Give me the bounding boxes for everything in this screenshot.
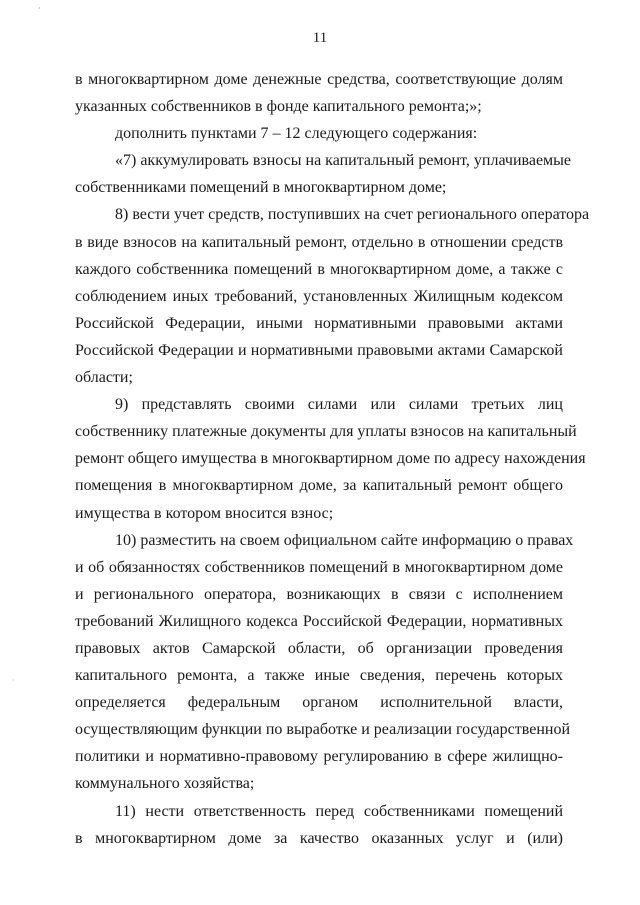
paragraph bbox=[75, 527, 574, 798]
paragraph bbox=[75, 391, 586, 526]
text-line: 10) разместить на своем официальном сайте информацию о правах bbox=[115, 531, 574, 549]
text-line: в многоквартирном доме за качество оказанных услуг и (или) bbox=[75, 829, 563, 847]
text-line: 11) нести ответственность перед собственниками помещений bbox=[115, 802, 563, 820]
text-line: политики и нормативно-правовому регулированию в сфере жилищно- bbox=[75, 748, 563, 766]
text-line: и регионального оператора, возникающих в связи с исполнением bbox=[75, 585, 563, 603]
paragraph bbox=[75, 201, 590, 391]
text-line: Российской Федерации, иными нормативными правовыми актами bbox=[75, 314, 563, 332]
text-line: 8) вести учет средств, поступивших на счет регионального оператора bbox=[115, 206, 590, 224]
text-line: определяется федеральным органом исполнительной власти, bbox=[75, 694, 563, 712]
text-line: каждого собственника помещений в многоквартирном доме, а также с bbox=[75, 260, 563, 278]
text-line: собственнику платежные документы для уплаты взносов на капитальный bbox=[75, 423, 577, 441]
text-line: в многоквартирном доме денежные средства, соответствующие долям bbox=[75, 71, 563, 88]
text-line: осуществляющим функции по выработке и реализации государственной bbox=[75, 721, 570, 739]
text-line: ремонт общего имущества в многоквартирном доме по адресу нахождения bbox=[75, 450, 586, 468]
text-line: правовых актов Самарской области, об организации проведения bbox=[75, 639, 563, 657]
page-number: 11 bbox=[312, 30, 328, 46]
text-line: капитального ремонта, а также иные сведения, перечень которых bbox=[75, 667, 563, 685]
text-line: «7) аккумулировать взносы на капитальный ремонт, уплачиваемые bbox=[115, 152, 572, 170]
text-line: собственниками помещений в многоквартирном доме; bbox=[75, 179, 447, 197]
scan-mark-left: · bbox=[12, 676, 15, 685]
document-body bbox=[75, 66, 590, 852]
text-line: Российской Федерации и нормативными правовыми актами Самарской bbox=[75, 341, 563, 359]
text-line: коммунального хозяйства; bbox=[75, 775, 255, 793]
text-line: в виде взносов на капитальный ремонт, отдельно в отношении средств bbox=[75, 233, 563, 251]
scan-mark-top: ‘ bbox=[38, 6, 41, 15]
text-line: требований Жилищного кодекса Российской Федерации, нормативных bbox=[75, 612, 563, 630]
paragraph bbox=[75, 147, 572, 201]
paragraph bbox=[75, 798, 563, 852]
paragraph bbox=[75, 120, 563, 147]
text-line: указанных собственников в фонде капитального ремонта;»; bbox=[75, 98, 482, 116]
text-line: помещения в многоквартирном доме, за капитальный ремонт общего bbox=[75, 477, 563, 495]
text-line: дополнить пунктами 7 – 12 следующего содержания: bbox=[115, 125, 478, 143]
text-line: имущества в котором вносится взнос; bbox=[75, 504, 334, 522]
text-line: 9) представлять своими силами или силами третьих лиц bbox=[115, 396, 563, 414]
text-line: соблюдением иных требований, установленных Жилищным кодексом bbox=[75, 287, 563, 305]
text-line: области; bbox=[75, 369, 133, 387]
text-line: и об обязанностях собственников помещений в многоквартирном доме bbox=[75, 558, 563, 576]
paragraph bbox=[75, 66, 563, 120]
